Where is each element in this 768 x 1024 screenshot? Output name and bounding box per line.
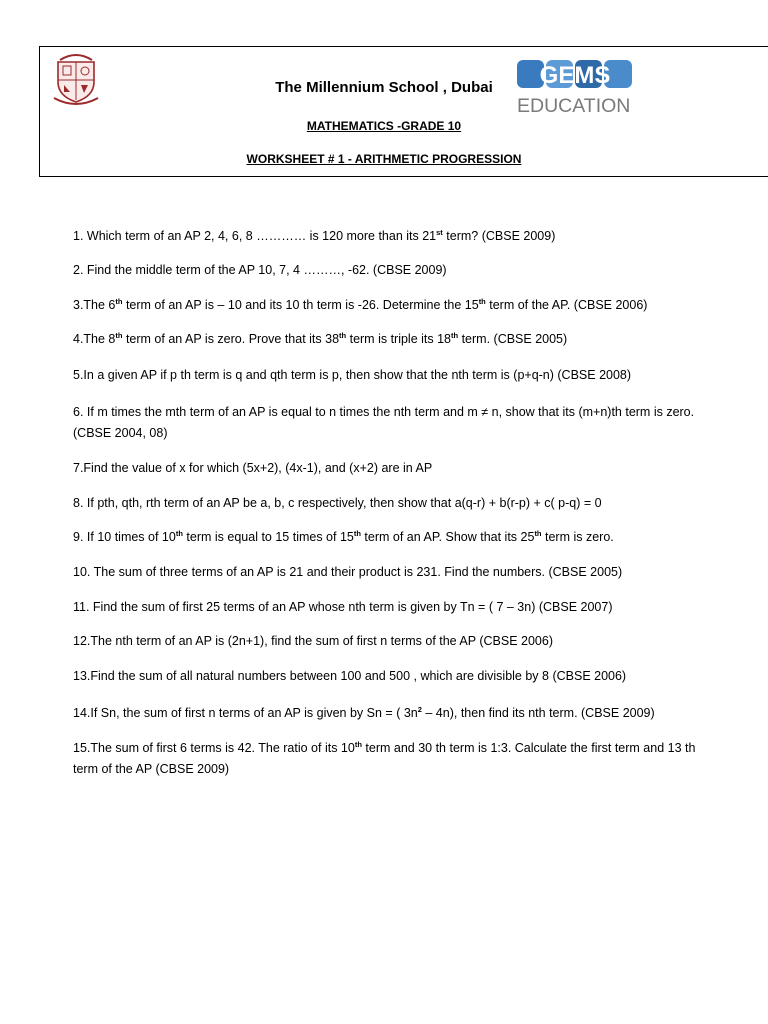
question-9: 9. If 10 times of 10th term is equal to 15 times of 15th term of an AP. Show that its 25th term is zero.: [73, 529, 614, 544]
question-6: 6. If m times the mth term of an AP is equal to n times the nth term and m ≠ n, show that its (m+n)th term is zero. (CBSE 2004, 08): [73, 405, 695, 440]
question-1: 1. Which term of an AP 2, 4, 6, 8 ………… is 120 more than its 21st term? (CBSE 2009): [73, 228, 556, 243]
education-logo-text: EDUCATION: [517, 95, 631, 117]
subject-grade: MATHEMATICS -GRADE 10: [306, 119, 462, 133]
question-12: 12.The nth term of an AP is (2n+1), find the sum of first n terms of the AP (CBSE 2006): [73, 634, 553, 648]
question-4: 4.The 8th term of an AP is zero. Prove that its 38th term is triple its 18th term. (CBSE 2005): [73, 331, 568, 346]
question-5: 5.In a given AP if p th term is q and qth term is p, then show that the nth term is (p+q-n) (CBSE 2008): [73, 368, 632, 382]
question-11: 11. Find the sum of first 25 terms of an AP whose nth term is given by Tn = ( 7 – 3n) (CBSE 2007): [73, 600, 613, 614]
question-14: 14.If Sn, the sum of first n terms of an AP is given by Sn = ( $3n^2 - 4n$), then find its nth term. (CBSE 2009): [73, 705, 655, 720]
question-3: 3.The 6th term of an AP is – 10 and its 10 th term is -26. Determine the 15th term of the AP. (CBSE 2006): [73, 297, 648, 312]
worksheet-title: WORKSHEET # 1 - ARITHMETIC PROGRESSION: [246, 152, 522, 166]
question-8: 8. If pth, qth, rth term of an AP be a, b, c respectively, then show that a(q-r) + b(r-p) + c( p-q) = 0: [73, 496, 602, 510]
question-15: 15.The sum of first 6 terms is 42. The ratio of its 10th term and 30 th term is 1:3. Calculate the first term and 13 th term of the AP (CBSE 2009): [73, 740, 696, 776]
gems-logo-text: GEMS: [539, 62, 611, 89]
school-name: The Millennium School , Dubai: [275, 79, 493, 96]
question-10: 10. The sum of three terms of an AP is 21 and their product is 231. Find the numbers. (CBSE 2005): [73, 565, 623, 579]
question-7: 7.Find the value of x for which (5x+2), (4x-1), and (x+2) are in AP: [73, 461, 433, 475]
question-2: 2. Find the middle term of the AP 10, 7, 4 ………, -62. (CBSE 2009): [73, 263, 447, 277]
question-13: 13.Find the sum of all natural numbers between 100 and 500 , which are divisible by 8 (CBSE 2006): [73, 669, 627, 683]
